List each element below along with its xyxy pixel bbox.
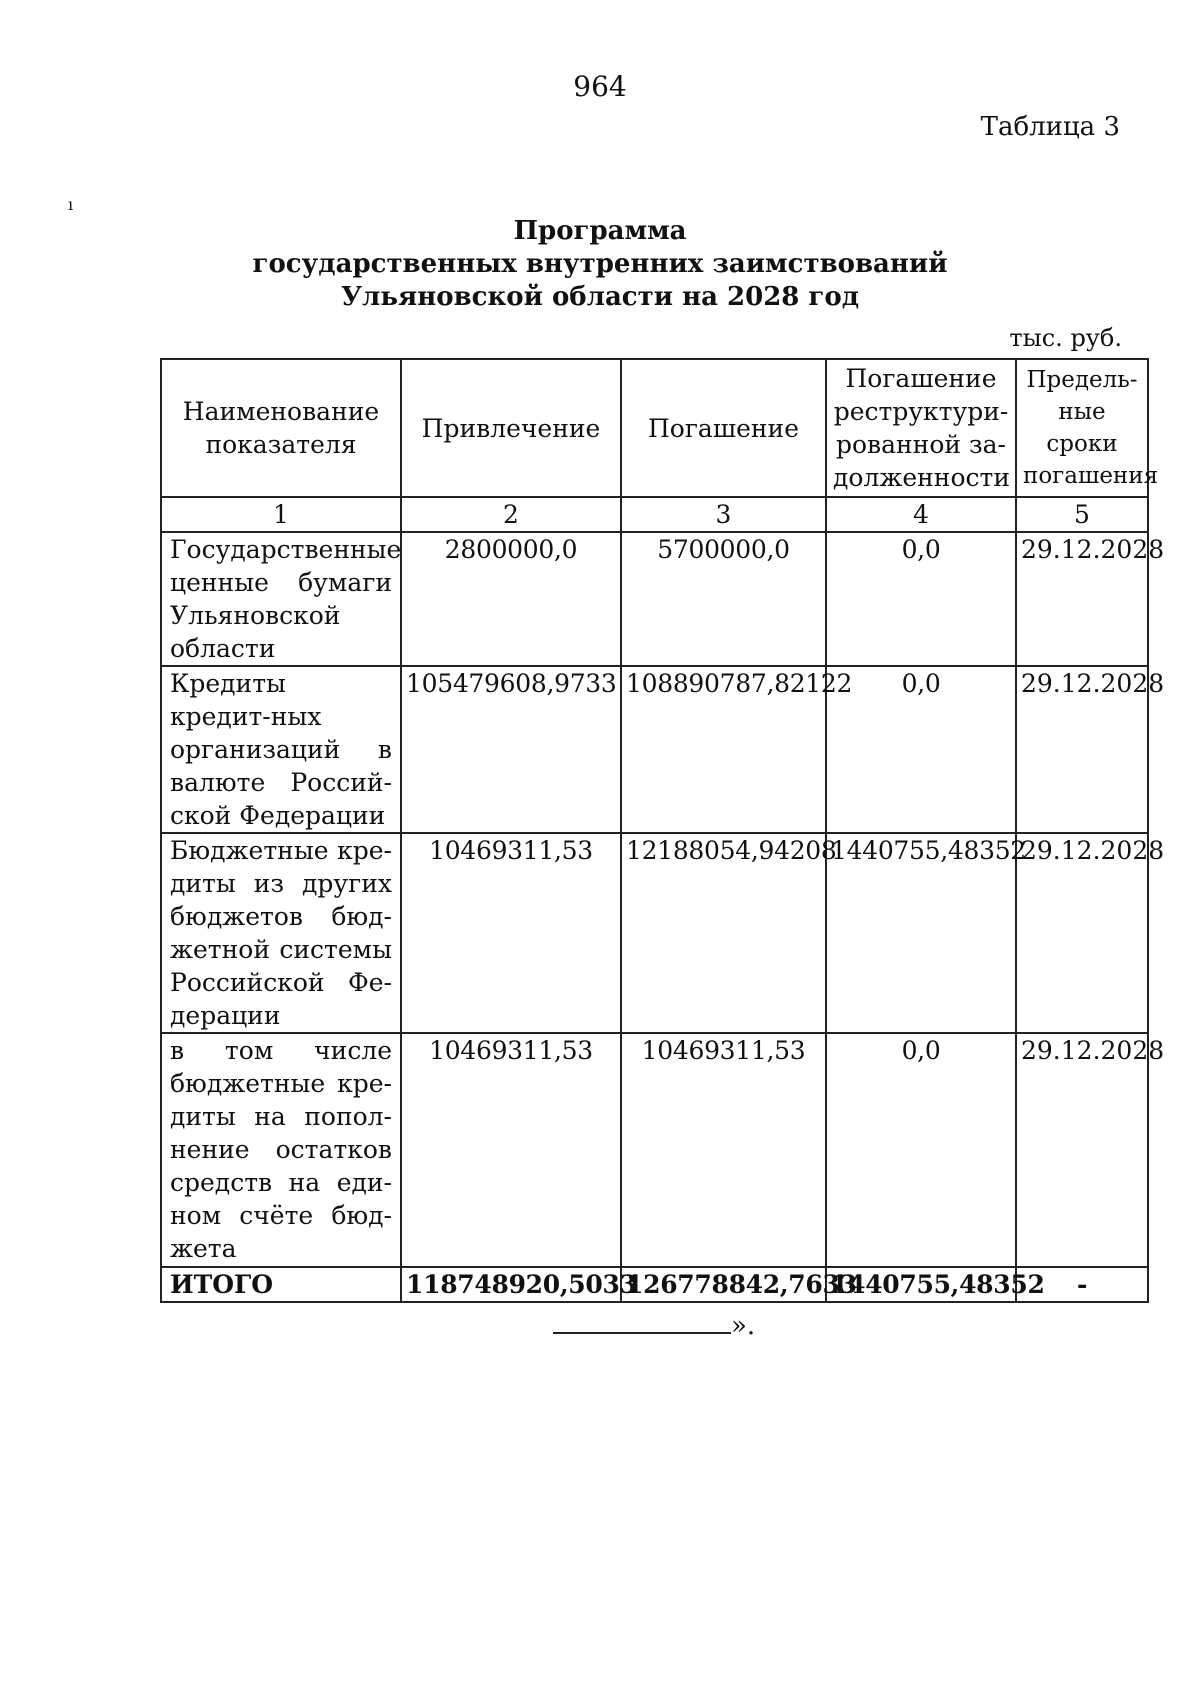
- title-line-1: Программа: [513, 216, 687, 246]
- borrowing-table: [160, 358, 1165, 1303]
- signature-line: [553, 1310, 731, 1334]
- row-name: Кредиты кредит-ных организаций в валюте Россий-ской Федерации: [161, 666, 401, 833]
- row-restructured: 1440755,48352: [826, 833, 1016, 1033]
- column-number: 3: [621, 497, 826, 532]
- row-name: Государственные ценные бумаги Ульяновской области: [161, 532, 401, 666]
- table-row: [161, 532, 1148, 666]
- closing-quote: ».: [731, 1311, 756, 1341]
- table-row: [161, 1033, 1148, 1267]
- header-deadline: Предель-ные сроки погашения: [1016, 359, 1148, 497]
- row-attraction: 2800000,0: [401, 532, 621, 666]
- total-repayment: 126778842,7633: [621, 1267, 826, 1302]
- table-label: Таблица 3: [980, 112, 1120, 142]
- total-row: [161, 1267, 1148, 1302]
- row-deadline: 29.12.2028: [1016, 1033, 1148, 1267]
- header-indicator-name: Наименование показателя: [161, 359, 401, 497]
- stray-mark: ı: [68, 195, 74, 214]
- row-repayment: 5700000,0: [621, 532, 826, 666]
- total-deadline: -: [1016, 1267, 1148, 1302]
- column-number: 4: [826, 497, 1016, 532]
- header-attraction: Привлечение: [401, 359, 621, 497]
- header-restructured-repayment: Погашение реструктури-рованной за-долженности: [826, 359, 1016, 497]
- row-deadline: 29.12.2028: [1016, 666, 1148, 833]
- row-deadline: 29.12.2028: [1016, 532, 1148, 666]
- title-line-2: государственных внутренних заимствований: [252, 249, 948, 279]
- header-row: [161, 359, 1148, 497]
- total-restructured: 1440755,48352: [826, 1267, 1016, 1302]
- row-restructured: 0,0: [826, 1033, 1016, 1267]
- closing-line: [553, 1310, 755, 1341]
- table-row: [161, 666, 1148, 833]
- row-deadline: 29.12.2028: [1016, 833, 1148, 1033]
- unit-label: тыс. руб.: [1009, 324, 1122, 352]
- row-repayment: 108890787,82122: [621, 666, 826, 833]
- row-repayment: 10469311,53: [621, 1033, 826, 1267]
- row-attraction: 10469311,53: [401, 1033, 621, 1267]
- row-name: в том числе бюджетные кре-диты на попол-нение остатков средств на еди-ном счёте бюд-жета: [161, 1033, 401, 1267]
- total-name: ИТОГО: [161, 1267, 401, 1302]
- row-name: Бюджетные кре-диты из других бюджетов бюд-жетной системы Российской Фе-дерации: [161, 833, 401, 1033]
- row-repayment: 12188054,94208: [621, 833, 826, 1033]
- column-number-row: [161, 497, 1148, 532]
- column-number: 5: [1016, 497, 1148, 532]
- page-number: 964: [573, 70, 627, 103]
- total-attraction: 118748920,5033: [401, 1267, 621, 1302]
- row-attraction: 105479608,9733: [401, 666, 621, 833]
- column-number: 1: [161, 497, 401, 532]
- header-repayment: Погашение: [621, 359, 826, 497]
- row-restructured: 0,0: [826, 532, 1016, 666]
- title-line-3: Ульяновской области на 2028 год: [340, 282, 860, 312]
- table-row: [161, 833, 1148, 1033]
- row-attraction: 10469311,53: [401, 833, 621, 1033]
- document-title: [0, 215, 1200, 314]
- row-restructured: 0,0: [826, 666, 1016, 833]
- column-number: 2: [401, 497, 621, 532]
